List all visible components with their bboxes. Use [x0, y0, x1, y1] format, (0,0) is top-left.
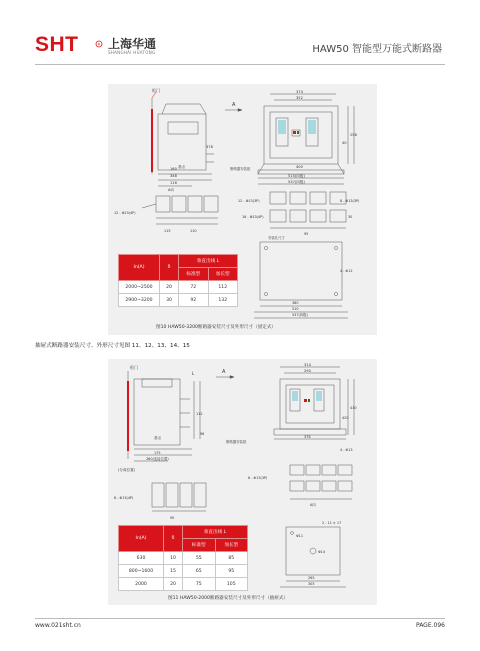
dim-510: 510 [292, 307, 299, 311]
hole-11-label: Φ11 [296, 534, 303, 538]
brand-logo: SHT [35, 33, 79, 56]
table-row: 2900~3200 30 92 132 [119, 294, 238, 307]
footer-divider [35, 618, 445, 619]
holes-8-label: 8 - Φ13(4P) [114, 496, 134, 500]
dim-352: 352 [296, 96, 303, 100]
page-header [0, 0, 480, 62]
dim-314: 314 [304, 363, 311, 367]
dim-96: 96 [200, 432, 205, 436]
dim-360: 360(连接位置) [146, 457, 169, 461]
holes-16-label: 16 - Φ13(4P) [242, 215, 264, 219]
col-standard: 标准型 [179, 268, 209, 281]
col-delta: δ [160, 255, 179, 281]
dim-537: 537(四极) [288, 180, 305, 184]
svg-text:R: R [97, 42, 101, 47]
holes-4-label: 4 - Φ12 [340, 269, 353, 273]
figure-10-panel [108, 84, 377, 335]
door-label: 柜门 [130, 365, 138, 370]
door-label: 柜门 [152, 88, 160, 93]
arrow-a-label: A [232, 102, 236, 108]
col-extended: 加长型 [208, 268, 238, 281]
figure-10-caption: 图10 HAW50-3200断路器安装尺寸及外形尺寸（固定式） [156, 325, 277, 330]
dim-110: 110 [190, 229, 197, 233]
document-title: HAW50 智能型万能式断路器 [312, 44, 442, 55]
dim-115: 115 [164, 229, 171, 233]
dim-374: 374 [296, 90, 303, 94]
holes-6-label: 6 - Φ13(3P) [248, 476, 268, 480]
dim-515: 515(四极) [288, 174, 305, 178]
panel-outline-label: 断路器安装框 [226, 440, 247, 444]
col-extended: 加长型 [215, 539, 248, 552]
page-number: PAGE.096 [415, 622, 445, 629]
brand-name-cn: 上海华通 [108, 37, 157, 51]
col-standard: 标准型 [183, 539, 216, 552]
dim-95: 95 [304, 232, 309, 236]
col-in: In(A) [119, 526, 164, 552]
dim-40: 40 [342, 141, 347, 145]
dim-258: 258 [350, 133, 357, 137]
dim-410: 410 [350, 406, 357, 410]
dim-420: 420 [342, 416, 349, 420]
l-label: L [192, 371, 195, 376]
dim-380: 380 [292, 301, 299, 305]
dim-90: 90 [170, 516, 175, 520]
dim-305: 305 [308, 582, 315, 586]
dim-378: 378 [206, 145, 213, 149]
col-vertical-l: 垂直出线 L [179, 255, 238, 268]
table-row: 2000~2500 20 72 112 [119, 281, 238, 294]
table-row: 2000 20 75 105 [119, 578, 248, 591]
section-heading: 抽屉式断路器安装尺寸、外形尺寸见图 11、12、13、14、15 [35, 343, 190, 349]
dim-400: 400 [296, 165, 303, 169]
arrow-a-label: A [222, 369, 226, 375]
dim-175: 175 [154, 451, 161, 455]
hole-14-label: Φ14 [318, 550, 325, 554]
dim-537-b: 537(四极) [292, 313, 308, 317]
dim-265: 265 [308, 576, 315, 580]
dim-290: 290 [304, 369, 311, 373]
col-delta: δ [164, 526, 183, 552]
panel-cut-label: 安装孔尺寸 [268, 236, 285, 240]
col-in: In(A) [119, 255, 160, 281]
a-view-label: A向 [168, 188, 175, 192]
col-vertical-l: 垂直出线 L [183, 526, 248, 539]
figure-10-table [118, 254, 238, 307]
a-view-label: A向 [310, 503, 316, 507]
figure-11-caption: 图11 HAW50-2000断路器安装尺寸及外形尺寸（抽屉式） [168, 596, 289, 601]
dim-30: 30 [348, 215, 353, 219]
dim-116: 116 [170, 181, 177, 185]
figure-11-panel [108, 359, 377, 605]
header-divider [35, 64, 445, 65]
dim-112: 112 [196, 412, 203, 416]
base-point-label: 基点 [154, 436, 162, 440]
table-row: 800~1600 15 65 95 [119, 565, 248, 578]
holes-12-label: 12 - Φ13(4P) [114, 211, 136, 215]
panel-outline-label: 断路器安装框 [230, 167, 251, 171]
dim-160: 160 [170, 167, 177, 171]
table-row: 630 10 55 85 [119, 552, 248, 565]
position-label: (分离位置) [118, 468, 136, 472]
brand-name-en: SHANGHAI HUATONG [108, 50, 156, 55]
base-point-label: 基点 [178, 165, 186, 169]
slot-label: 2 - 11 × 17 [322, 521, 342, 525]
dim-348: 348 [170, 174, 177, 178]
dim-376: 376 [304, 435, 311, 439]
figure-11-table [118, 525, 248, 591]
holes-8-label: 8 - Φ13(3P) [340, 199, 360, 203]
footer-url[interactable]: www.021sht.cn [35, 622, 81, 629]
registered-mark-icon [95, 38, 107, 48]
holes-4-label: 4 - Φ13 [340, 448, 353, 452]
holes-12-3p-label: 12 - Φ13(3P) [238, 199, 260, 203]
